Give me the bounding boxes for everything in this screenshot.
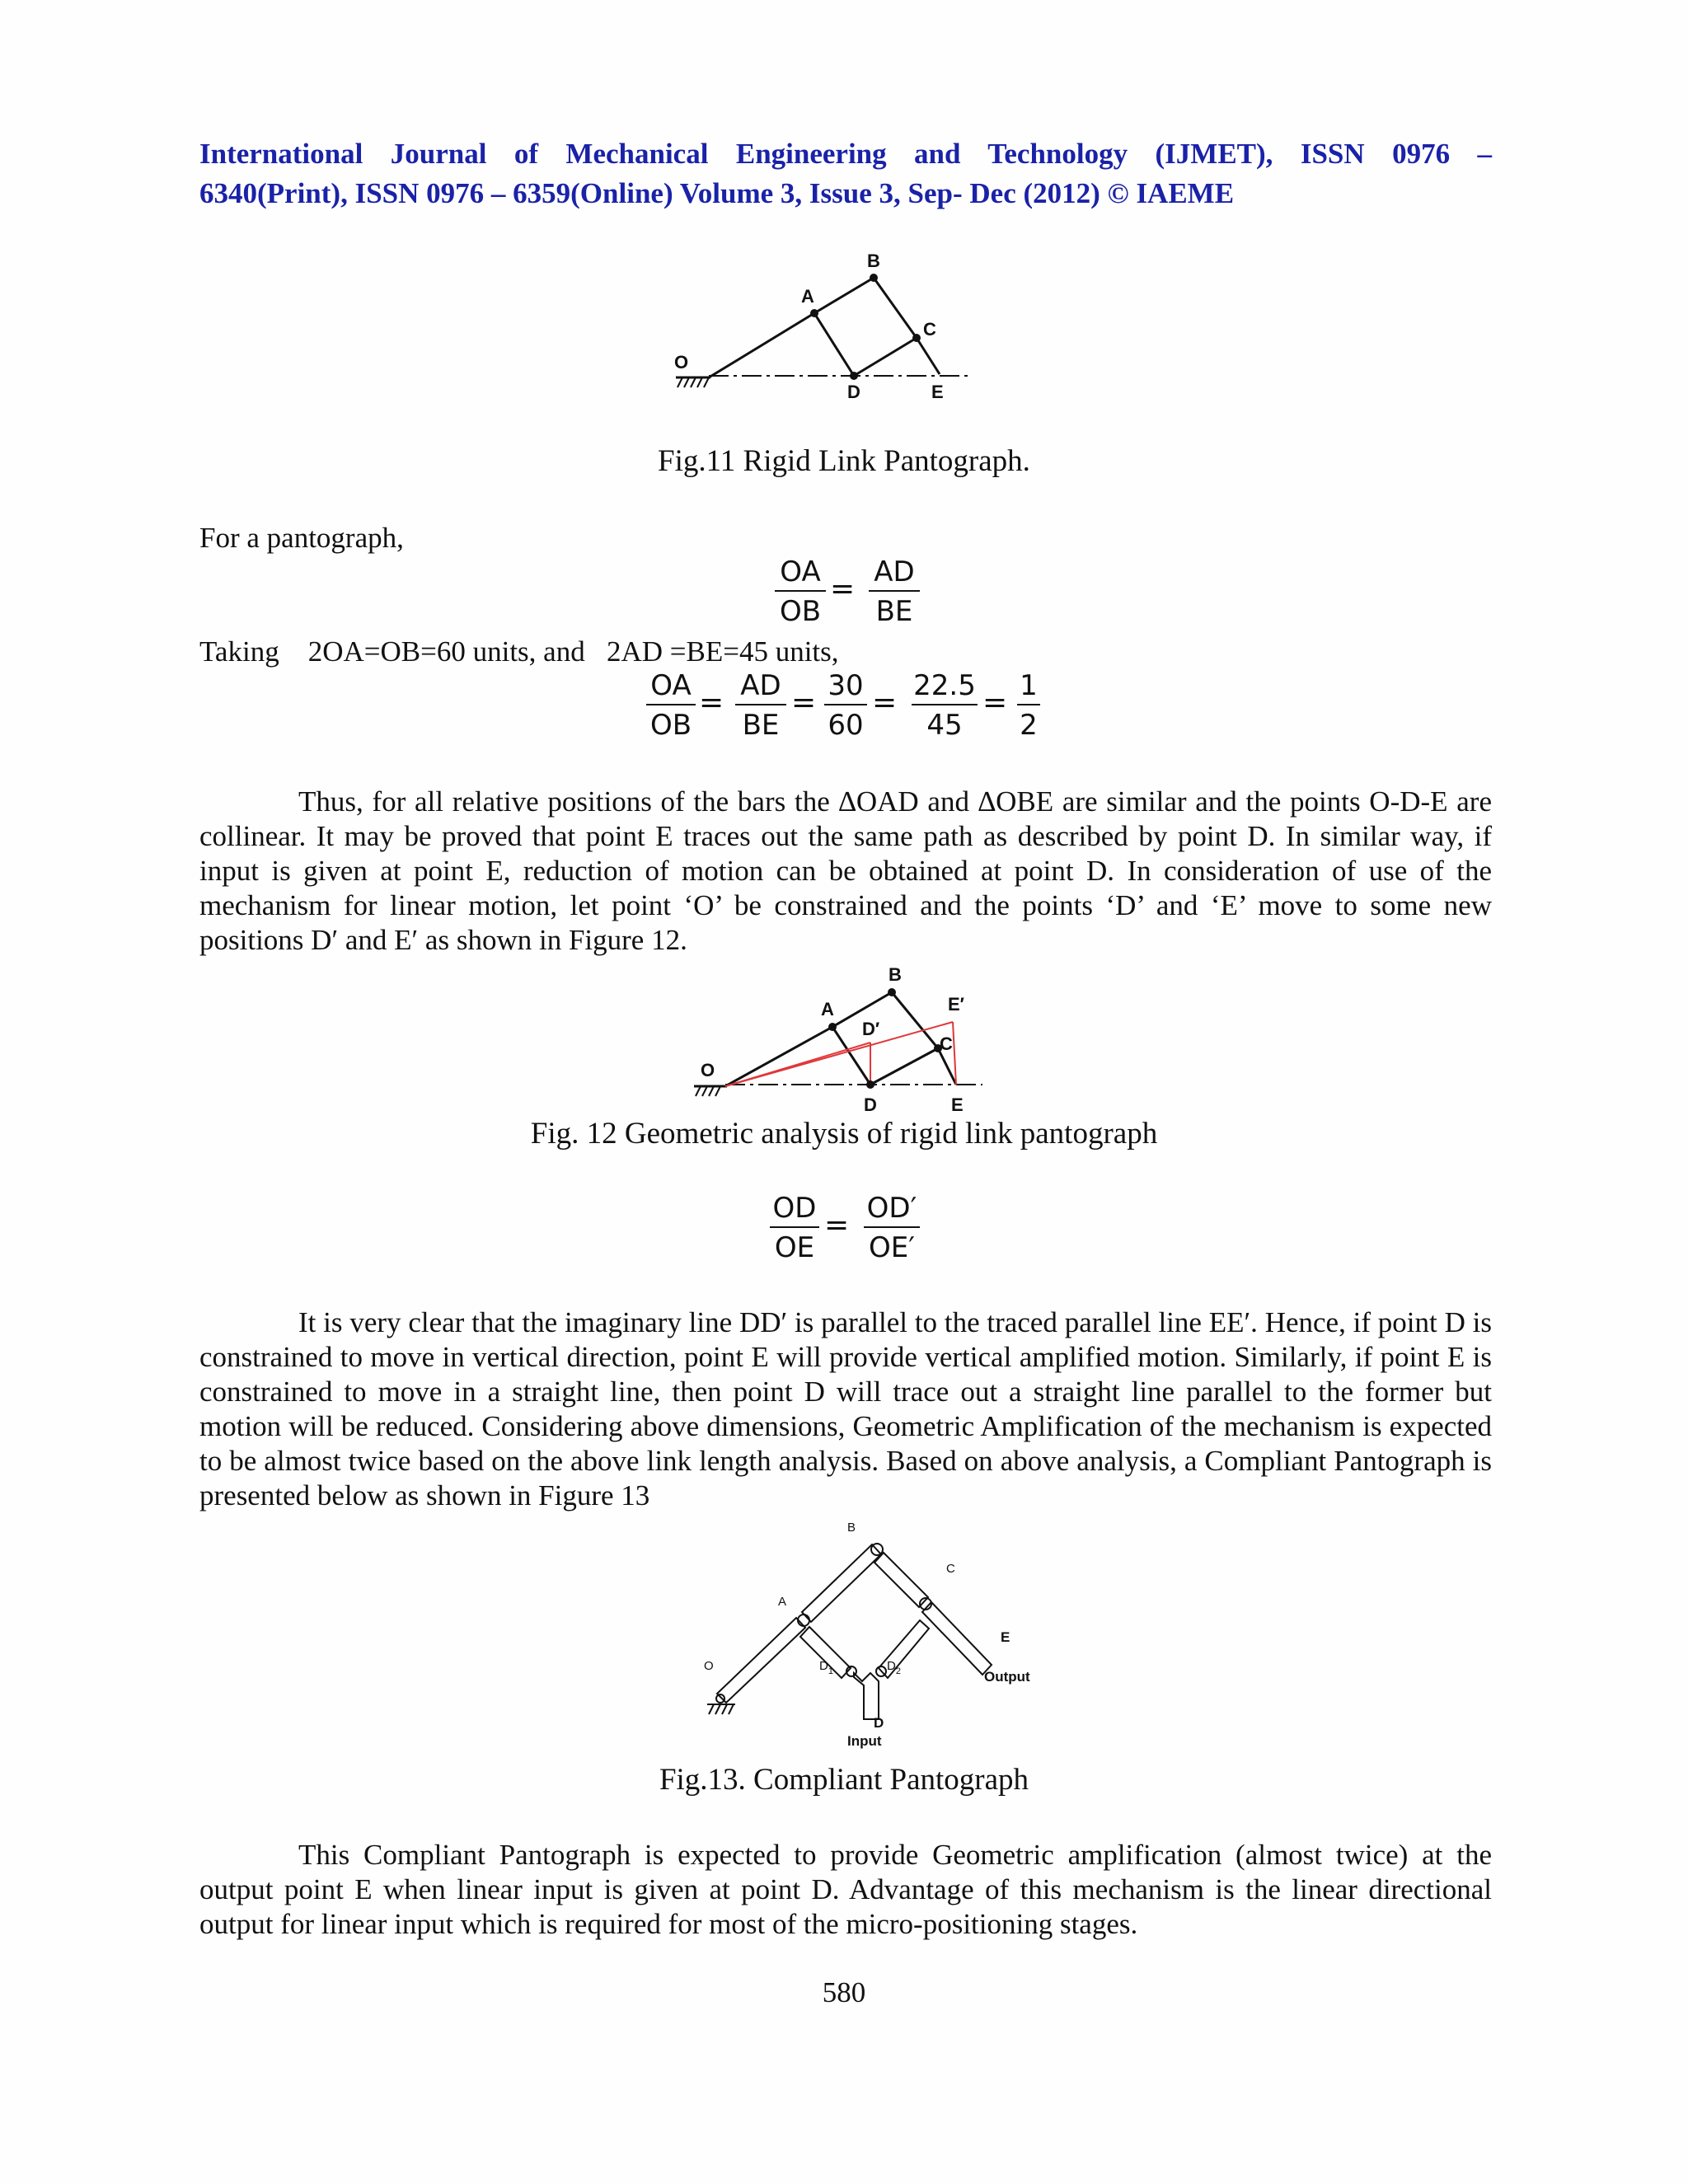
equation-2 (0, 668, 1688, 750)
eq2-num4: 22.5 (913, 669, 976, 702)
label-o: O (674, 352, 689, 373)
eq2-num5: 1 (1020, 669, 1038, 702)
paragraph-2: It is very clear that the imaginary line DD′ is parallel to the traced parallel line EE′. Hence, if point D is constrained to move in vertical direction, point E will provide vertical amplified motion. Similarly, if point E is constrained to move in a straight line, then point D will trace out a straight line parallel to the former but motion will be reduced. Considering above dimensions, Geometric Amplification of the mechanism is expected to be almost twice based on the above link length analysis. Based on above analysis, a Compliant Pantograph is presented below as shown in Figure 13 (199, 1306, 1492, 1511)
fig13-label-b: B (847, 1521, 856, 1535)
joint-a (810, 309, 818, 317)
fig12-ground-hatch (696, 1086, 720, 1096)
fig12-label-e: E (951, 1094, 964, 1115)
fig13-caption: Fig.13. Compliant Pantograph (659, 1763, 1029, 1797)
link-bc (874, 278, 917, 338)
input-stem (854, 1673, 879, 1719)
label-e: E (931, 382, 944, 402)
eq3-frac2 (864, 1190, 920, 1268)
hinge-o (716, 1694, 724, 1703)
page-number: 580 (822, 1976, 866, 2008)
eq2-frac1 (646, 668, 696, 745)
eq2-den2: BE (735, 704, 786, 745)
eq2-den3: 60 (824, 704, 867, 745)
fig12-label-e-prime: E′ (948, 994, 964, 1015)
link-ab (814, 278, 874, 313)
fig12-link-oa (725, 1027, 832, 1086)
flexure-oa (717, 1618, 805, 1703)
eq3-num1: OD (772, 1192, 817, 1225)
label-b: B (867, 251, 880, 271)
fig13-label-d: D (874, 1715, 884, 1731)
link-oa (709, 313, 814, 377)
flexure-bc (874, 1553, 928, 1607)
link-ad (814, 313, 854, 376)
eq2-equals-1: = (699, 686, 724, 719)
fig12-red-construction (725, 1022, 956, 1086)
fig13-label-d2: $D_2$ (887, 1659, 901, 1676)
journal-header-line2: 6340(Print), ISSN 0976 – 6359(Online) Volume 3, Issue 3, Sep- Dec (2012) © IAEME (199, 177, 1235, 209)
fig13-label-e: E (1001, 1629, 1010, 1645)
taking-text: Taking 2OA=OB=60 units, and 2AD =BE=45 units, (199, 635, 839, 668)
fig13-label-d1: $D_1$ (819, 1659, 833, 1676)
fig12-label-b: B (889, 964, 902, 985)
fig13-label-o: O (704, 1659, 714, 1673)
eq1-den1: OB (775, 590, 826, 631)
joint-c (912, 334, 921, 342)
fig11-diagram (659, 247, 989, 412)
journal-header-line1: International Journal of Mechanical Engineering and Technology (IJMET), ISSN 0976 – (199, 138, 1492, 170)
eq2-num3: 30 (828, 669, 864, 702)
eq1-equals: = (830, 572, 856, 606)
eq2-frac3 (824, 668, 867, 745)
ground-hatch (678, 377, 709, 387)
fig12-label-d-prime: D′ (862, 1019, 880, 1039)
eq1-frac2 (869, 554, 920, 631)
fig13-label-a: A (778, 1595, 787, 1609)
fig12-diagram (676, 956, 1006, 1121)
equation-1 (0, 554, 1688, 636)
fig12-joint-b (888, 988, 896, 996)
fig12-joint-a (828, 1023, 837, 1031)
eq1-den2: BE (869, 590, 920, 631)
fig12-label-a: A (821, 999, 834, 1019)
eq1-frac1 (775, 554, 826, 631)
joint-b (870, 274, 878, 282)
paragraph-3: This Compliant Pantograph is expected to provide Geometric amplification (almost twice) at the output point E when linear input is given at point D. Advantage of this mechanism is the linear directional output for linear input which is required for most of the micro-positioning stages. (199, 1839, 1492, 1940)
equation-3 (0, 1190, 1688, 1272)
fig11-caption: Fig.11 Rigid Link Pantograph. (658, 444, 1030, 478)
eq1-num1: OA (780, 555, 821, 588)
journal-header (199, 134, 1492, 213)
eq2-equals-3: = (872, 686, 898, 719)
fig12-label-o: O (701, 1060, 715, 1080)
flexure-ab (802, 1544, 881, 1622)
link-ce (917, 338, 940, 374)
fig13-label-output: Output (984, 1669, 1030, 1685)
eq3-frac1 (770, 1190, 819, 1268)
fig13-diagram (692, 1516, 1055, 1755)
fig12-label-c: C (940, 1033, 953, 1054)
eq3-num2: OD′ (866, 1192, 917, 1225)
fig13-ground-hatch (707, 1704, 735, 1714)
eq3-equals: = (824, 1208, 850, 1242)
eq2-den1: OB (646, 704, 696, 745)
joint-d (850, 372, 858, 380)
label-a: A (801, 286, 814, 307)
eq2-frac5 (1017, 668, 1040, 745)
eq2-equals-4: = (982, 686, 1008, 719)
fig12-label-d: D (864, 1094, 877, 1115)
label-c: C (923, 319, 936, 340)
eq2-den4: 45 (912, 704, 978, 745)
eq2-frac2 (735, 668, 786, 745)
flexure-ce (922, 1602, 992, 1675)
eq2-equals-2: = (791, 686, 817, 719)
fig12-link-dc (870, 1048, 938, 1085)
fig12-joint-d (866, 1080, 874, 1089)
eq2-num1: OA (650, 669, 692, 702)
fig13-label-input: Input (847, 1733, 882, 1749)
fig12-link-bc (892, 992, 938, 1048)
eq3-den1: OE (770, 1226, 819, 1268)
paragraph-1: Thus, for all relative positions of the bars the ∆OAD and ∆OBE are similar and the points O-D-E are collinear. It may be proved that point E traces out the same path as described by point D. In similar way, if input is given at point E, reduction of motion can be obtained at point D. In consideration of use of the mechanism for linear motion, let point ‘O’ be constrained and the points ‘D’ and ‘E’ move to some new positions D′ and E′ as shown in Figure 12. (199, 785, 1492, 956)
fig13-label-c: C (946, 1562, 955, 1576)
fig12-caption: Fig. 12 Geometric analysis of rigid link pantograph (530, 1117, 1158, 1151)
for-pantograph-text: For a pantograph, (199, 522, 404, 554)
eq2-frac4 (912, 668, 978, 745)
eq1-num2: AD (874, 555, 915, 588)
eq2-num2: AD (740, 669, 781, 702)
link-dc (854, 338, 917, 376)
eq3-den2: OE′ (864, 1226, 920, 1268)
label-d: D (847, 382, 860, 402)
eq2-den5: 2 (1017, 704, 1040, 745)
